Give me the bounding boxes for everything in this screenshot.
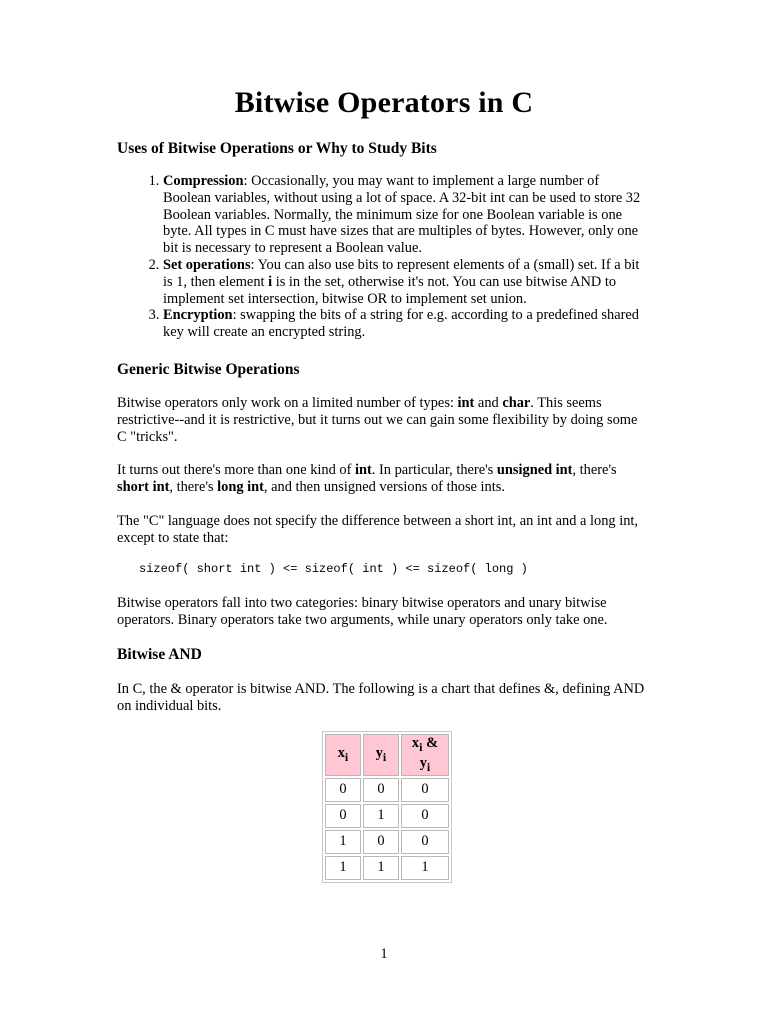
- uses-list: [117, 173, 647, 341]
- text-run: Bitwise operators only work on a limited number of types:: [117, 395, 458, 411]
- table-cell: 0: [401, 804, 449, 828]
- set-operations-element-i: i: [268, 273, 273, 290]
- header-subscript: i: [426, 759, 431, 774]
- paragraph-int-kinds: [117, 462, 647, 496]
- header-subscript: i: [344, 749, 349, 764]
- term-set-operations: Set operations: [163, 256, 251, 273]
- bold-short-int: short int: [117, 478, 170, 495]
- paragraph-c-language: The "C" language does not specify the difference between a short int, an int and a long int, except to state that:: [117, 513, 638, 546]
- header-text: x: [337, 744, 345, 761]
- header-text: & y: [419, 735, 439, 771]
- header-text: x: [411, 735, 420, 751]
- table-cell: 1: [363, 804, 399, 828]
- table-cell: 0: [325, 778, 361, 802]
- paragraph-types: [117, 395, 647, 445]
- compression-text: : Occasionally, you may want to implement a large number of Boolean variables, without using a lot of space. A 32-bit int can be used to store 32 Boolean variables. Normally, the minimum size for one Boolean variable is one byte. All types in C must have sizes that are multiples of bytes. However, only one bit is necessary to represent a Boolean value.: [163, 173, 641, 257]
- table-cell: 1: [325, 830, 361, 854]
- term-encryption: Encryption: [163, 307, 233, 324]
- set-operations-text-b: is in the set, otherwise it's not. You can use bitwise AND to implement set intersection, bitwise OR to implement set union.: [163, 273, 617, 307]
- header-yi: [363, 734, 399, 776]
- table-cell: 1: [401, 856, 449, 880]
- and-truth-table: [322, 731, 452, 883]
- header-subscript: i: [382, 749, 387, 764]
- table-cell: 1: [325, 856, 361, 880]
- text-run: , there's: [169, 478, 218, 495]
- paragraph-categories: Bitwise operators fall into two categories: binary bitwise operators and unary bitwise operators. Binary operators take two arguments, while unary operators only take one.: [117, 595, 608, 628]
- bold-unsigned-int: unsigned int: [496, 462, 573, 478]
- table-row: [325, 804, 449, 828]
- text-run: , there's: [572, 462, 617, 478]
- bold-char: char: [502, 395, 531, 411]
- header-xi: [325, 734, 361, 776]
- page-title: Bitwise Operators in C: [234, 86, 534, 119]
- table-row: [325, 830, 449, 854]
- header-text: y: [375, 744, 383, 761]
- term-compression: Compression: [163, 173, 244, 189]
- bold-long-int: long int: [217, 478, 264, 495]
- table-cell: 0: [401, 778, 449, 802]
- text-run: . This seems restrictive--and it is restrictive, but it turns out we can gain some flexibility by doing some C "tricks".: [117, 395, 638, 445]
- header-xi-and-yi: [401, 734, 449, 776]
- text-run: . In particular, there's: [371, 462, 497, 478]
- header-subscript: i: [419, 739, 423, 754]
- table-cell: 1: [363, 856, 399, 880]
- section-heading-bitwise-and: Bitwise AND: [117, 646, 202, 663]
- table-header-row: [325, 734, 449, 776]
- table-cell: 0: [363, 830, 399, 854]
- text-run: , and then unsigned versions of those ints.: [263, 478, 505, 495]
- list-item-set-operations: [163, 257, 647, 307]
- page-number: 1: [380, 946, 388, 962]
- table-cell: 0: [363, 778, 399, 802]
- bold-int: int: [457, 395, 475, 411]
- code-sizeof: sizeof( short int ) <= sizeof( int ) <= sizeof( long ): [139, 562, 528, 576]
- bold-int: int: [355, 462, 372, 478]
- section-heading-uses: Uses of Bitwise Operations or Why to Study Bits: [117, 140, 437, 157]
- set-operations-text-a: : You can also use bits to represent elements of a (small) set. If a bit is 1, then element: [163, 256, 640, 290]
- section-heading-generic: Generic Bitwise Operations: [117, 361, 300, 378]
- list-item-encryption: [163, 307, 647, 341]
- text-run: It turns out there's more than one kind of: [117, 462, 355, 478]
- table-cell: 0: [401, 830, 449, 854]
- encryption-text: : swapping the bits of a string for e.g. according to a predefined shared key will create an encrypted string.: [163, 307, 639, 341]
- list-item-compression: [163, 173, 647, 257]
- paragraph-and-operator: In C, the & operator is bitwise AND. The following is a chart that defines &, defining AND on individual bits.: [117, 681, 645, 714]
- table-row: [325, 778, 449, 802]
- table-cell: 0: [325, 804, 361, 828]
- table-row: [325, 856, 449, 880]
- text-run: and: [474, 395, 503, 411]
